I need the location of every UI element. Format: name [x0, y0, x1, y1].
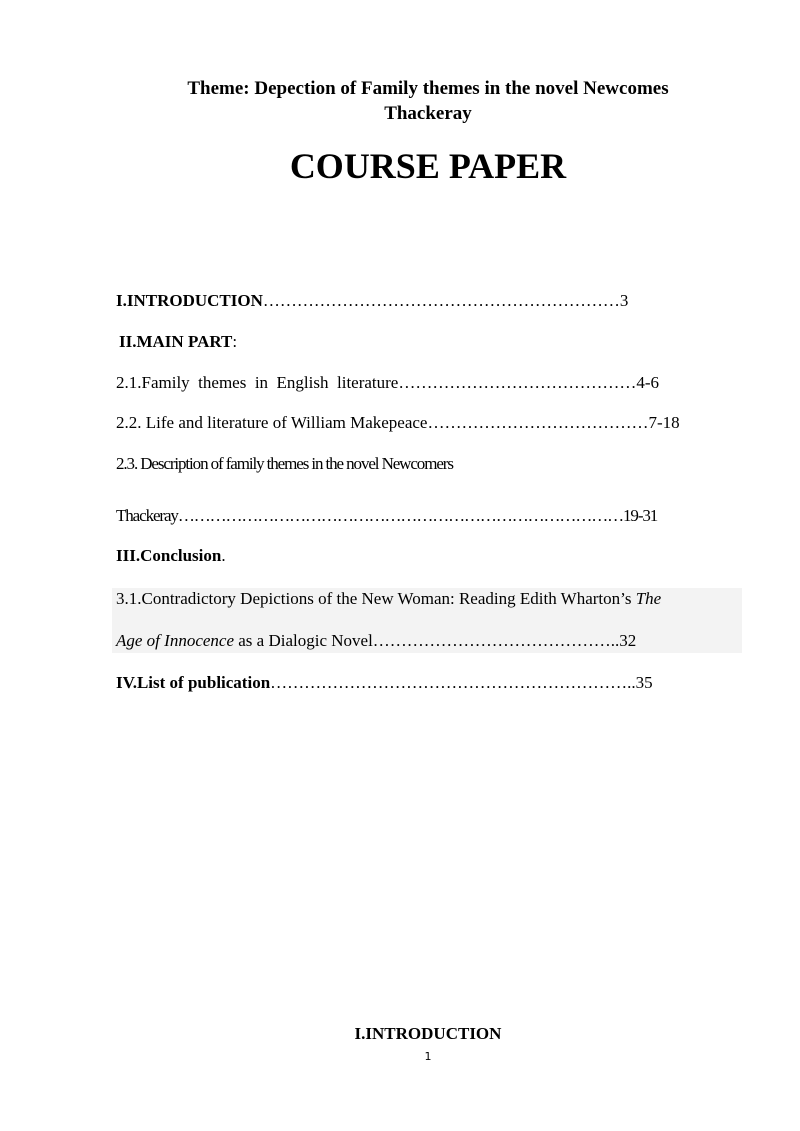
toc-label: III.Conclusion — [116, 546, 222, 565]
toc-entry-2-3-line-1: 2.3. Description of family themes in the novel Newcomers — [116, 454, 453, 473]
toc-leader-dots: ………………………………… — [427, 413, 649, 432]
page-number: 1 — [424, 1050, 432, 1063]
toc-label: 2.1.Family themes in English literature — [116, 373, 399, 392]
section-heading: I.INTRODUCTION — [354, 1024, 502, 1043]
toc-entry-publications — [116, 673, 653, 693]
toc-entry-2-2 — [116, 413, 680, 433]
toc-page-number: 4-6 — [636, 373, 660, 392]
theme-title-line-2: Thackeray — [384, 103, 472, 124]
toc-leader-dots: …………………………………… — [398, 373, 637, 392]
toc-label: I.INTRODUCTION — [116, 291, 263, 310]
toc-label: 2.2. Life and literature of William Makepeace — [116, 413, 428, 432]
toc-leader-dots: …………………………………….. — [372, 631, 620, 650]
toc-leader-dots: ……………………………………………………….. — [270, 673, 636, 692]
toc-entry-3-1-line-1 — [116, 589, 661, 609]
page-title: COURSE PAPER — [289, 146, 567, 186]
toc-entry-2-1 — [116, 373, 659, 393]
toc-entry-main-part — [119, 332, 237, 352]
toc-suffix: . — [221, 546, 226, 565]
toc-suffix: : — [232, 332, 238, 351]
toc-page-number: 19-31 — [623, 506, 658, 525]
toc-label: Thackeray — [116, 506, 178, 525]
toc-page-number: 3 — [619, 291, 629, 310]
toc-label-italic: Age of Innocence — [116, 631, 234, 650]
toc-entry-conclusion — [116, 546, 226, 566]
toc-page-number: 7-18 — [648, 413, 680, 432]
toc-page-number: 35 — [635, 673, 653, 692]
toc-leader-dots: ……………………………………………………… — [262, 291, 620, 310]
toc-label: 3.1.Contradictory Depictions of the New Woman: Reading Edith Wharton’s — [116, 589, 636, 608]
toc-label-italic: The — [635, 589, 662, 608]
toc-entry-introduction — [116, 291, 628, 311]
toc-label: II.MAIN PART — [119, 332, 233, 351]
toc-entry-2-3-line-2 — [116, 506, 657, 526]
toc-label: IV.List of publication — [116, 673, 271, 692]
toc-leader-dots: ………………………………………………………………………… — [177, 506, 624, 525]
toc-label: as a Dialogic Novel — [234, 631, 373, 650]
toc-entry-3-1-line-2 — [116, 631, 636, 651]
theme-title-line-1: Theme: Depection of Family themes in the novel Newcomes — [187, 78, 669, 99]
toc-page-number: 32 — [619, 631, 637, 650]
